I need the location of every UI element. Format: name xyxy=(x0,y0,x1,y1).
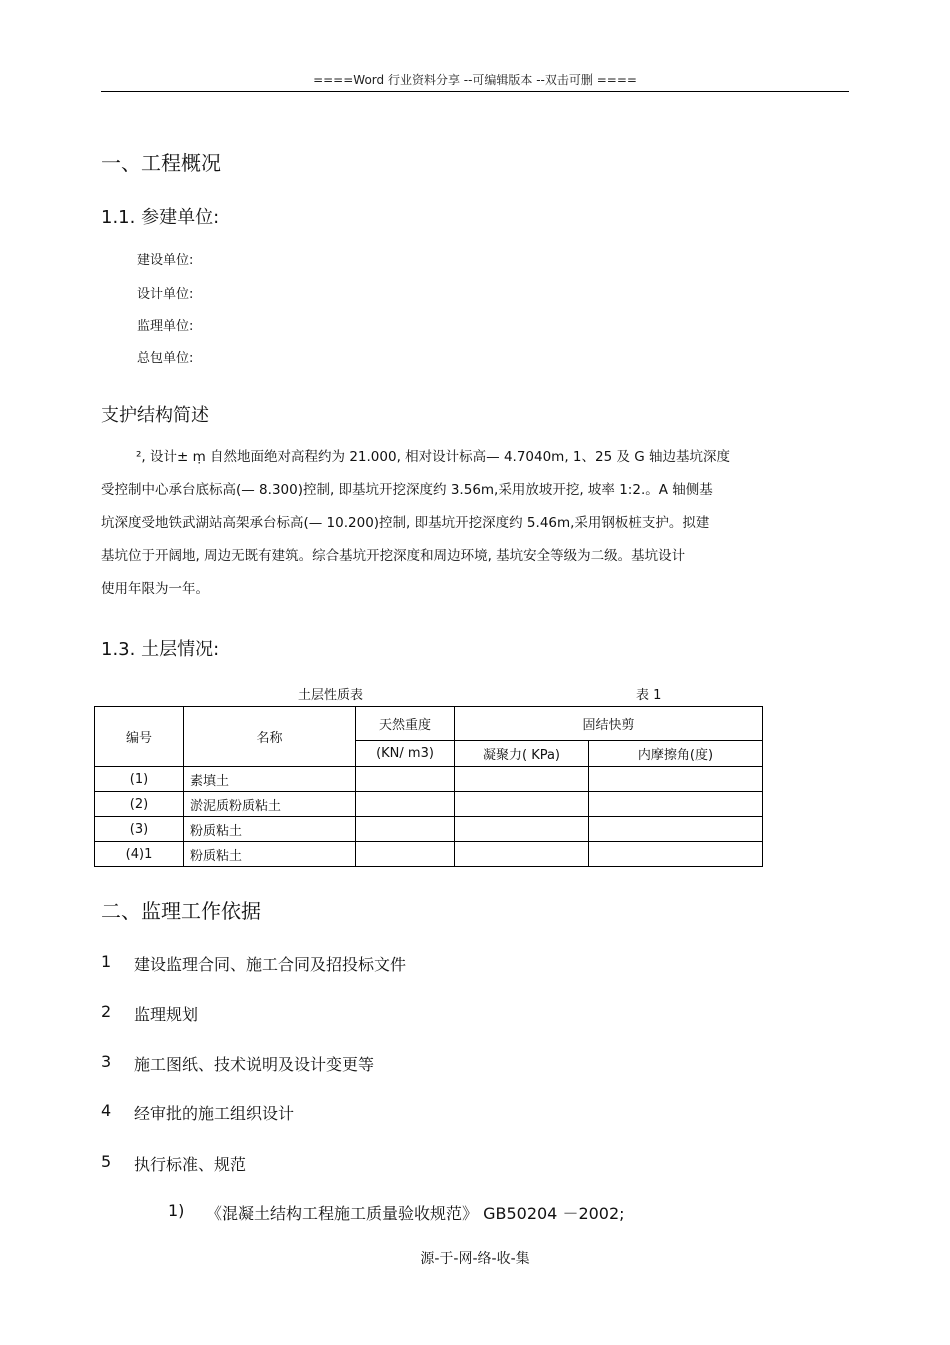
cell-no: (2) xyxy=(95,792,184,817)
table-row xyxy=(95,817,763,842)
standard-item-number: 1) xyxy=(168,1201,185,1220)
table-row xyxy=(95,842,763,867)
list-item-number: 2 xyxy=(101,1002,112,1021)
table-row xyxy=(95,767,763,792)
cell-empty xyxy=(356,842,455,867)
table-row xyxy=(95,792,763,817)
support-paragraph-line: 基坑位于开阔地, 周边无既有建筑。综合基坑开挖深度和周边环境, 基坑安全等级为二级。基坑设计 xyxy=(101,548,686,564)
header-shear: 固结快剪 xyxy=(455,707,763,741)
list-item xyxy=(101,1152,701,1174)
cell-empty xyxy=(455,842,589,867)
list-item-number: 1 xyxy=(101,952,112,971)
list-item-number: 3 xyxy=(101,1052,112,1071)
page-footer-text: 源-于-网-络-收-集 xyxy=(420,1251,530,1267)
standard-item xyxy=(168,1201,768,1223)
list-item-number: 4 xyxy=(101,1101,112,1120)
support-paragraph-line: ², 设计± ṃ 自然地面绝对高程约为 21.000, 相对设计标高— 4.7040m, 1、25 及 G 轴边基坑深度 xyxy=(136,449,731,465)
soil-properties-table xyxy=(94,706,763,867)
field-contractor-unit: 总包单位: xyxy=(137,351,194,366)
header-rule xyxy=(101,91,849,92)
field-design-unit: 设计单位: xyxy=(137,287,194,302)
table-number: 表 1 xyxy=(636,688,662,703)
list-item xyxy=(101,952,701,974)
cell-empty xyxy=(589,817,763,842)
field-supervision-unit: 监理单位: xyxy=(137,319,194,334)
cell-name: 素填土 xyxy=(184,767,356,792)
header-friction: 内摩擦角(度) xyxy=(589,741,763,767)
cell-empty xyxy=(455,817,589,842)
standard-item-text: 《混凝土结构工程施工质量验收规范》 GB50204 －2002; xyxy=(206,1204,625,1223)
subsection-title-support: 支护结构简述 xyxy=(101,405,209,426)
header-name: 名称 xyxy=(184,707,356,767)
list-item-text: 执行标准、规范 xyxy=(134,1155,247,1174)
list-item xyxy=(101,1052,701,1074)
header-weight: 天然重度 xyxy=(356,707,455,741)
cell-no: (3) xyxy=(95,817,184,842)
support-paragraph-line: 使用年限为一年。 xyxy=(101,581,209,597)
cell-empty xyxy=(589,792,763,817)
list-item xyxy=(101,1002,701,1024)
cell-no: (1) xyxy=(95,767,184,792)
list-item-text: 施工图纸、技术说明及设计变更等 xyxy=(134,1055,375,1074)
subsection-title-units: 1.1. 参建单位: xyxy=(101,207,220,228)
cell-name: 粉质粘土 xyxy=(184,817,356,842)
cell-empty xyxy=(356,817,455,842)
support-paragraph-line: 坑深度受地铁武湖站高架承台标高(— 10.200)控制, 即基坑开挖深度约 5.46m,采用钢板桩支护。拟建 xyxy=(101,515,710,531)
section-title-basis: 二、监理工作依据 xyxy=(101,899,261,923)
list-item-text: 监理规划 xyxy=(134,1005,199,1024)
support-paragraph-line: 受控制中心承台底标高(— 8.300)控制, 即基坑开挖深度约 3.56m,采用放坡开挖, 坡率 1:2.。A 轴侧基 xyxy=(101,482,713,498)
list-item-text: 建设监理合同、施工合同及招投标文件 xyxy=(134,955,407,974)
cell-empty xyxy=(356,767,455,792)
cell-empty xyxy=(455,767,589,792)
field-owner-unit: 建设单位: xyxy=(137,253,194,268)
list-item-text: 经审批的施工组织设计 xyxy=(134,1104,295,1123)
cell-empty xyxy=(589,842,763,867)
section-title-overview: 一、工程概况 xyxy=(101,151,221,175)
header-no: 编号 xyxy=(95,707,184,767)
cell-name: 粉质粘土 xyxy=(184,842,356,867)
list-item xyxy=(101,1101,701,1123)
cell-no: (4)1 xyxy=(95,842,184,867)
list-item-number: 5 xyxy=(101,1152,112,1171)
header-weight-unit: (KN/ m3) xyxy=(356,741,455,767)
header-cohesion: 凝聚力( KPa) xyxy=(455,741,589,767)
cell-name: 淤泥质粉质粘土 xyxy=(184,792,356,817)
cell-empty xyxy=(589,767,763,792)
page-header-text: ====Word 行业资料分享 --可编辑版本 --双击可删 ==== xyxy=(313,73,637,87)
subsection-title-soil: 1.3. 土层情况: xyxy=(101,639,220,660)
table-caption: 土层性质表 xyxy=(298,688,364,703)
cell-empty xyxy=(455,792,589,817)
cell-empty xyxy=(356,792,455,817)
